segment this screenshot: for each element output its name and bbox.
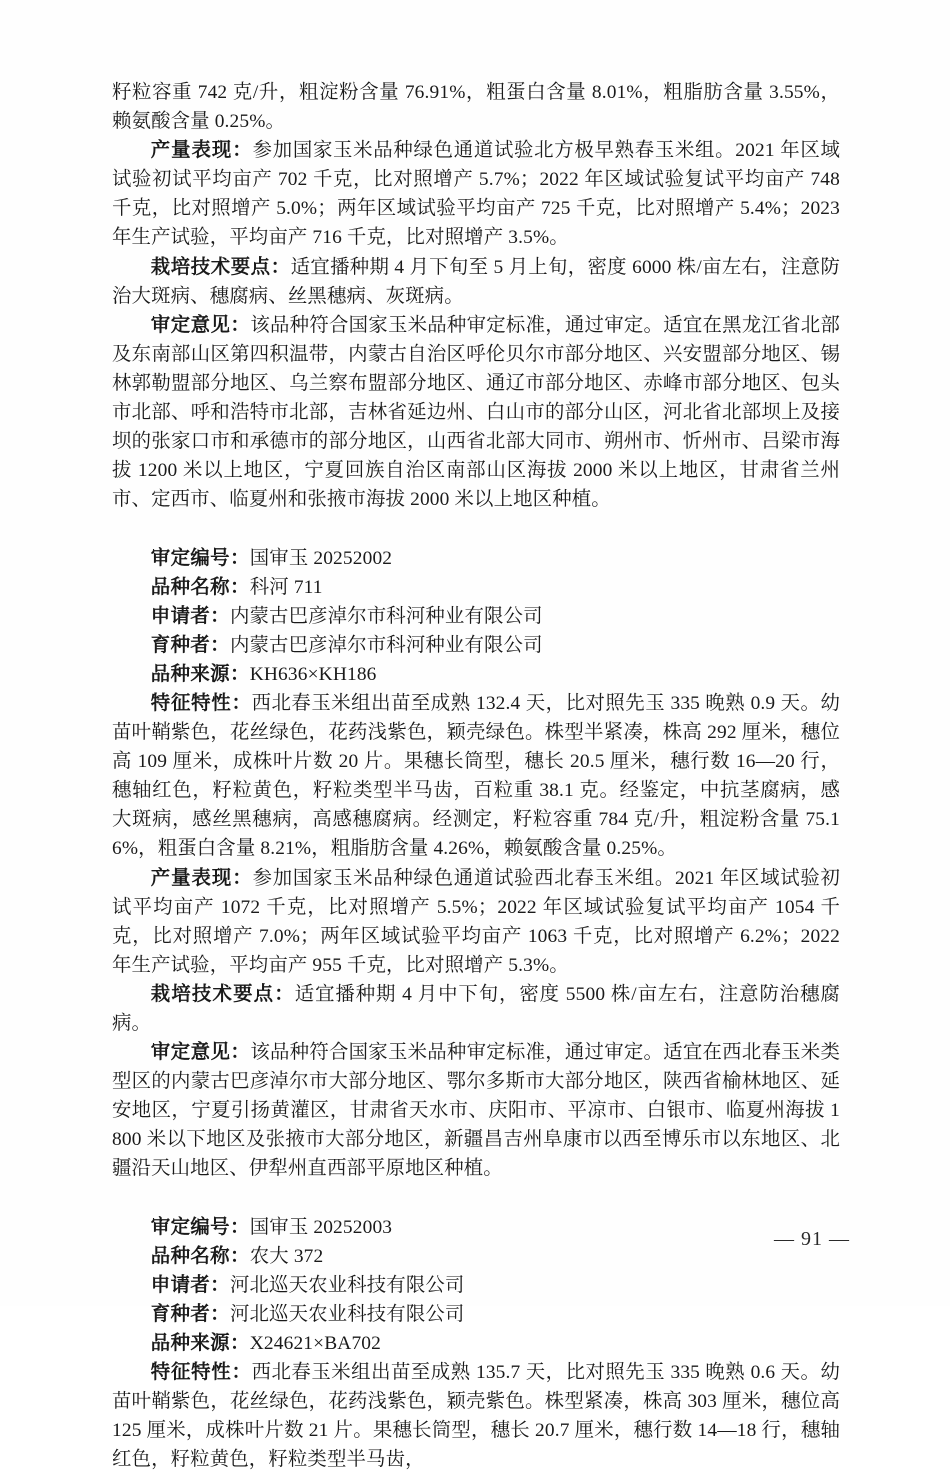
approval-number-line-1 bbox=[112, 544, 840, 573]
approval-opinion-paragraph-1 bbox=[112, 1038, 840, 1183]
applicant-label-2: 申请者： bbox=[150, 1274, 230, 1296]
variety-name-line-1 bbox=[112, 573, 840, 602]
approval-number-value-1: 国审玉 20252002 bbox=[249, 547, 393, 569]
yield-performance-label-1: 产量表现： bbox=[150, 867, 253, 889]
variety-name-label-1: 品种名称： bbox=[150, 576, 250, 598]
approval-opinion-text-0: 该品种符合国家玉米品种审定标准，通过审定。适宜在黑龙江省北部及东南部山区第四积温带，内蒙古自治区呼伦贝尔市部分地区、兴安盟部分地区、锡林郭勒盟部分地区、乌兰察布盟部分地区、通辽市部分地区、赤峰市部分地区、包头市北部、呼和浩特市北部，吉林省延边州、白山市的部分山区，河北省北部坝上及接坝的张家口市和承德市的部分地区，山西省北部大同市、朔州市、忻州市、吕梁市海拔 1200 米以上地区，宁夏回族自治区南部山区海拔 2000 米以上地区，甘肃省兰州市、定西市、临夏州和张掖市海拔 2000 米以上地区种植。 bbox=[112, 314, 840, 511]
section-spacer-2 bbox=[112, 1184, 840, 1213]
page-content bbox=[112, 78, 840, 1475]
variety-source-line-2 bbox=[112, 1329, 840, 1358]
approval-number-label-2: 审定编号： bbox=[150, 1216, 250, 1238]
applicant-line-2 bbox=[112, 1271, 840, 1300]
breeder-value-1: 内蒙古巴彦淖尔市科河种业有限公司 bbox=[229, 634, 543, 656]
yield-performance-label-0: 产量表现： bbox=[150, 140, 253, 162]
yield-performance-text-0: 参加国家玉米品种绿色通道试验北方极早熟春玉米组。2021 年区域试验初试平均亩产 702 千克，比对照增产 5.7%；2022 年区域试验复试平均亩产 748 千克，比对照增产 5.0%；两年区域试验平均亩产 725 千克，比对照增产 5.4%；2023 年生产试验，平均亩产 716 千克，比对照增产 3.5%。 bbox=[112, 140, 840, 249]
characteristics-text-2: 西北春玉米组出苗至成熟 135.7 天，比对照先玉 335 晚熟 0.6 天。幼苗叶鞘紫色，花丝绿色，花药浅紫色，颖壳紫色。株型紧凑，株高 303 厘米，穗位高 125 厘米，成株叶片数 21 片。果穗长筒型，穗长 20.7 厘米，穗行数 14—18 行，穗轴红色，籽粒黄色，籽粒类型半马齿， bbox=[112, 1362, 840, 1471]
characteristics-label-2: 特征特性： bbox=[150, 1362, 252, 1384]
breeder-label-1: 育种者： bbox=[150, 634, 230, 656]
cultivation-points-text-0: 适宜播种期 4 月下旬至 5 月上旬，密度 6000 株/亩左右，注意防治大斑病、穗腐病、丝黑穗病、灰斑病。 bbox=[112, 256, 840, 307]
variety-source-value-2: X24621×BA702 bbox=[249, 1333, 381, 1355]
variety-name-value-2: 农大 372 bbox=[249, 1245, 324, 1267]
cultivation-points-paragraph-0 bbox=[112, 253, 840, 311]
yield-performance-paragraph-1 bbox=[112, 864, 840, 980]
characteristics-text-1: 西北春玉米组出苗至成熟 132.4 天，比对照先玉 335 晚熟 0.9 天。幼苗叶鞘紫色，花丝绿色，花药浅紫色，颖壳绿色。株型半紧凑，株高 292 厘米，穗位高 109 厘米，成株叶片数 20 片。果穗长筒型，穗长 20.5 厘米，穗行数 16—20 行，穗轴红色，籽粒黄色，籽粒类型半马齿，百粒重 38.1 克。经鉴定，中抗茎腐病，感大斑病，感丝黑穗病，高感穗腐病。经测定，籽粒容重 784 克/升，粗淀粉含量 75.16%，粗蛋白含量 8.21%，粗脂肪含量 4.26%，赖氨酸含量 0.25%。 bbox=[112, 692, 840, 860]
breeder-line-1 bbox=[112, 631, 840, 660]
applicant-value-1: 内蒙古巴彦淖尔市科河种业有限公司 bbox=[229, 605, 543, 627]
cultivation-points-text-1: 适宜播种期 4 月中下旬，密度 5500 株/亩左右，注意防治穗腐病。 bbox=[112, 983, 840, 1034]
variety-source-line-1 bbox=[112, 660, 840, 689]
continued-characteristics-text: 籽粒容重 742 克/升，粗淀粉含量 76.91%，粗蛋白含量 8.01%，粗脂肪含量 3.55%，赖氨酸含量 0.25%。 bbox=[112, 82, 840, 133]
variety-source-value-1: KH636×KH186 bbox=[249, 663, 377, 685]
approval-number-label-1: 审定编号： bbox=[150, 547, 250, 569]
characteristics-paragraph-2 bbox=[112, 1358, 840, 1474]
section-spacer-1 bbox=[112, 514, 840, 543]
breeder-value-2: 河北巡天农业科技有限公司 bbox=[229, 1303, 465, 1325]
continued-characteristics-paragraph bbox=[112, 78, 840, 136]
applicant-line-1 bbox=[112, 602, 840, 631]
yield-performance-text-1: 参加国家玉米品种绿色通道试验西北春玉米组。2021 年区域试验初试平均亩产 1072 千克，比对照增产 5.5%；2022 年区域试验复试平均亩产 1054 千克，比对照增产 7.0%；两年区域试验平均亩产 1063 千克，比对照增产 6.2%；2022 年生产试验，平均亩产 955 千克，比对照增产 5.3%。 bbox=[112, 867, 840, 976]
approval-opinion-label-1: 审定意见： bbox=[150, 1042, 251, 1064]
cultivation-points-label-0: 栽培技术要点： bbox=[150, 256, 291, 278]
cultivation-points-label-1: 栽培技术要点： bbox=[150, 983, 295, 1005]
yield-performance-paragraph-0 bbox=[112, 136, 840, 252]
characteristics-paragraph-1 bbox=[112, 689, 840, 864]
variety-source-label-1: 品种来源： bbox=[150, 663, 250, 685]
applicant-value-2: 河北巡天农业科技有限公司 bbox=[229, 1274, 465, 1296]
approval-opinion-text-1: 该品种符合国家玉米品种审定标准，通过审定。适宜在西北春玉米类型区的内蒙古巴彦淖尔市大部分地区、鄂尔多斯市大部分地区，陕西省榆林地区、延安地区，宁夏引扬黄灌区，甘肃省天水市、庆阳市、平凉市、白银市、临夏州海拔 1800 米以下地区及张掖市大部分地区，新疆昌吉州阜康市以西至博乐市以东地区、北疆沿天山地区、伊犁州直西部平原地区种植。 bbox=[112, 1042, 840, 1180]
characteristics-label-1: 特征特性： bbox=[150, 692, 252, 714]
applicant-label-1: 申请者： bbox=[150, 605, 230, 627]
page-footer bbox=[0, 1228, 950, 1251]
variety-name-value-1: 科河 711 bbox=[249, 576, 323, 598]
variety-source-label-2: 品种来源： bbox=[150, 1333, 250, 1355]
approval-opinion-label-0: 审定意见： bbox=[150, 314, 251, 336]
page-number: — 91 — bbox=[774, 1228, 850, 1250]
approval-opinion-paragraph-0 bbox=[112, 311, 840, 515]
breeder-line-2 bbox=[112, 1300, 840, 1329]
cultivation-points-paragraph-1 bbox=[112, 980, 840, 1038]
variety-name-label-2: 品种名称： bbox=[150, 1245, 250, 1267]
breeder-label-2: 育种者： bbox=[150, 1303, 230, 1325]
approval-number-value-2: 国审玉 20252003 bbox=[249, 1216, 393, 1238]
